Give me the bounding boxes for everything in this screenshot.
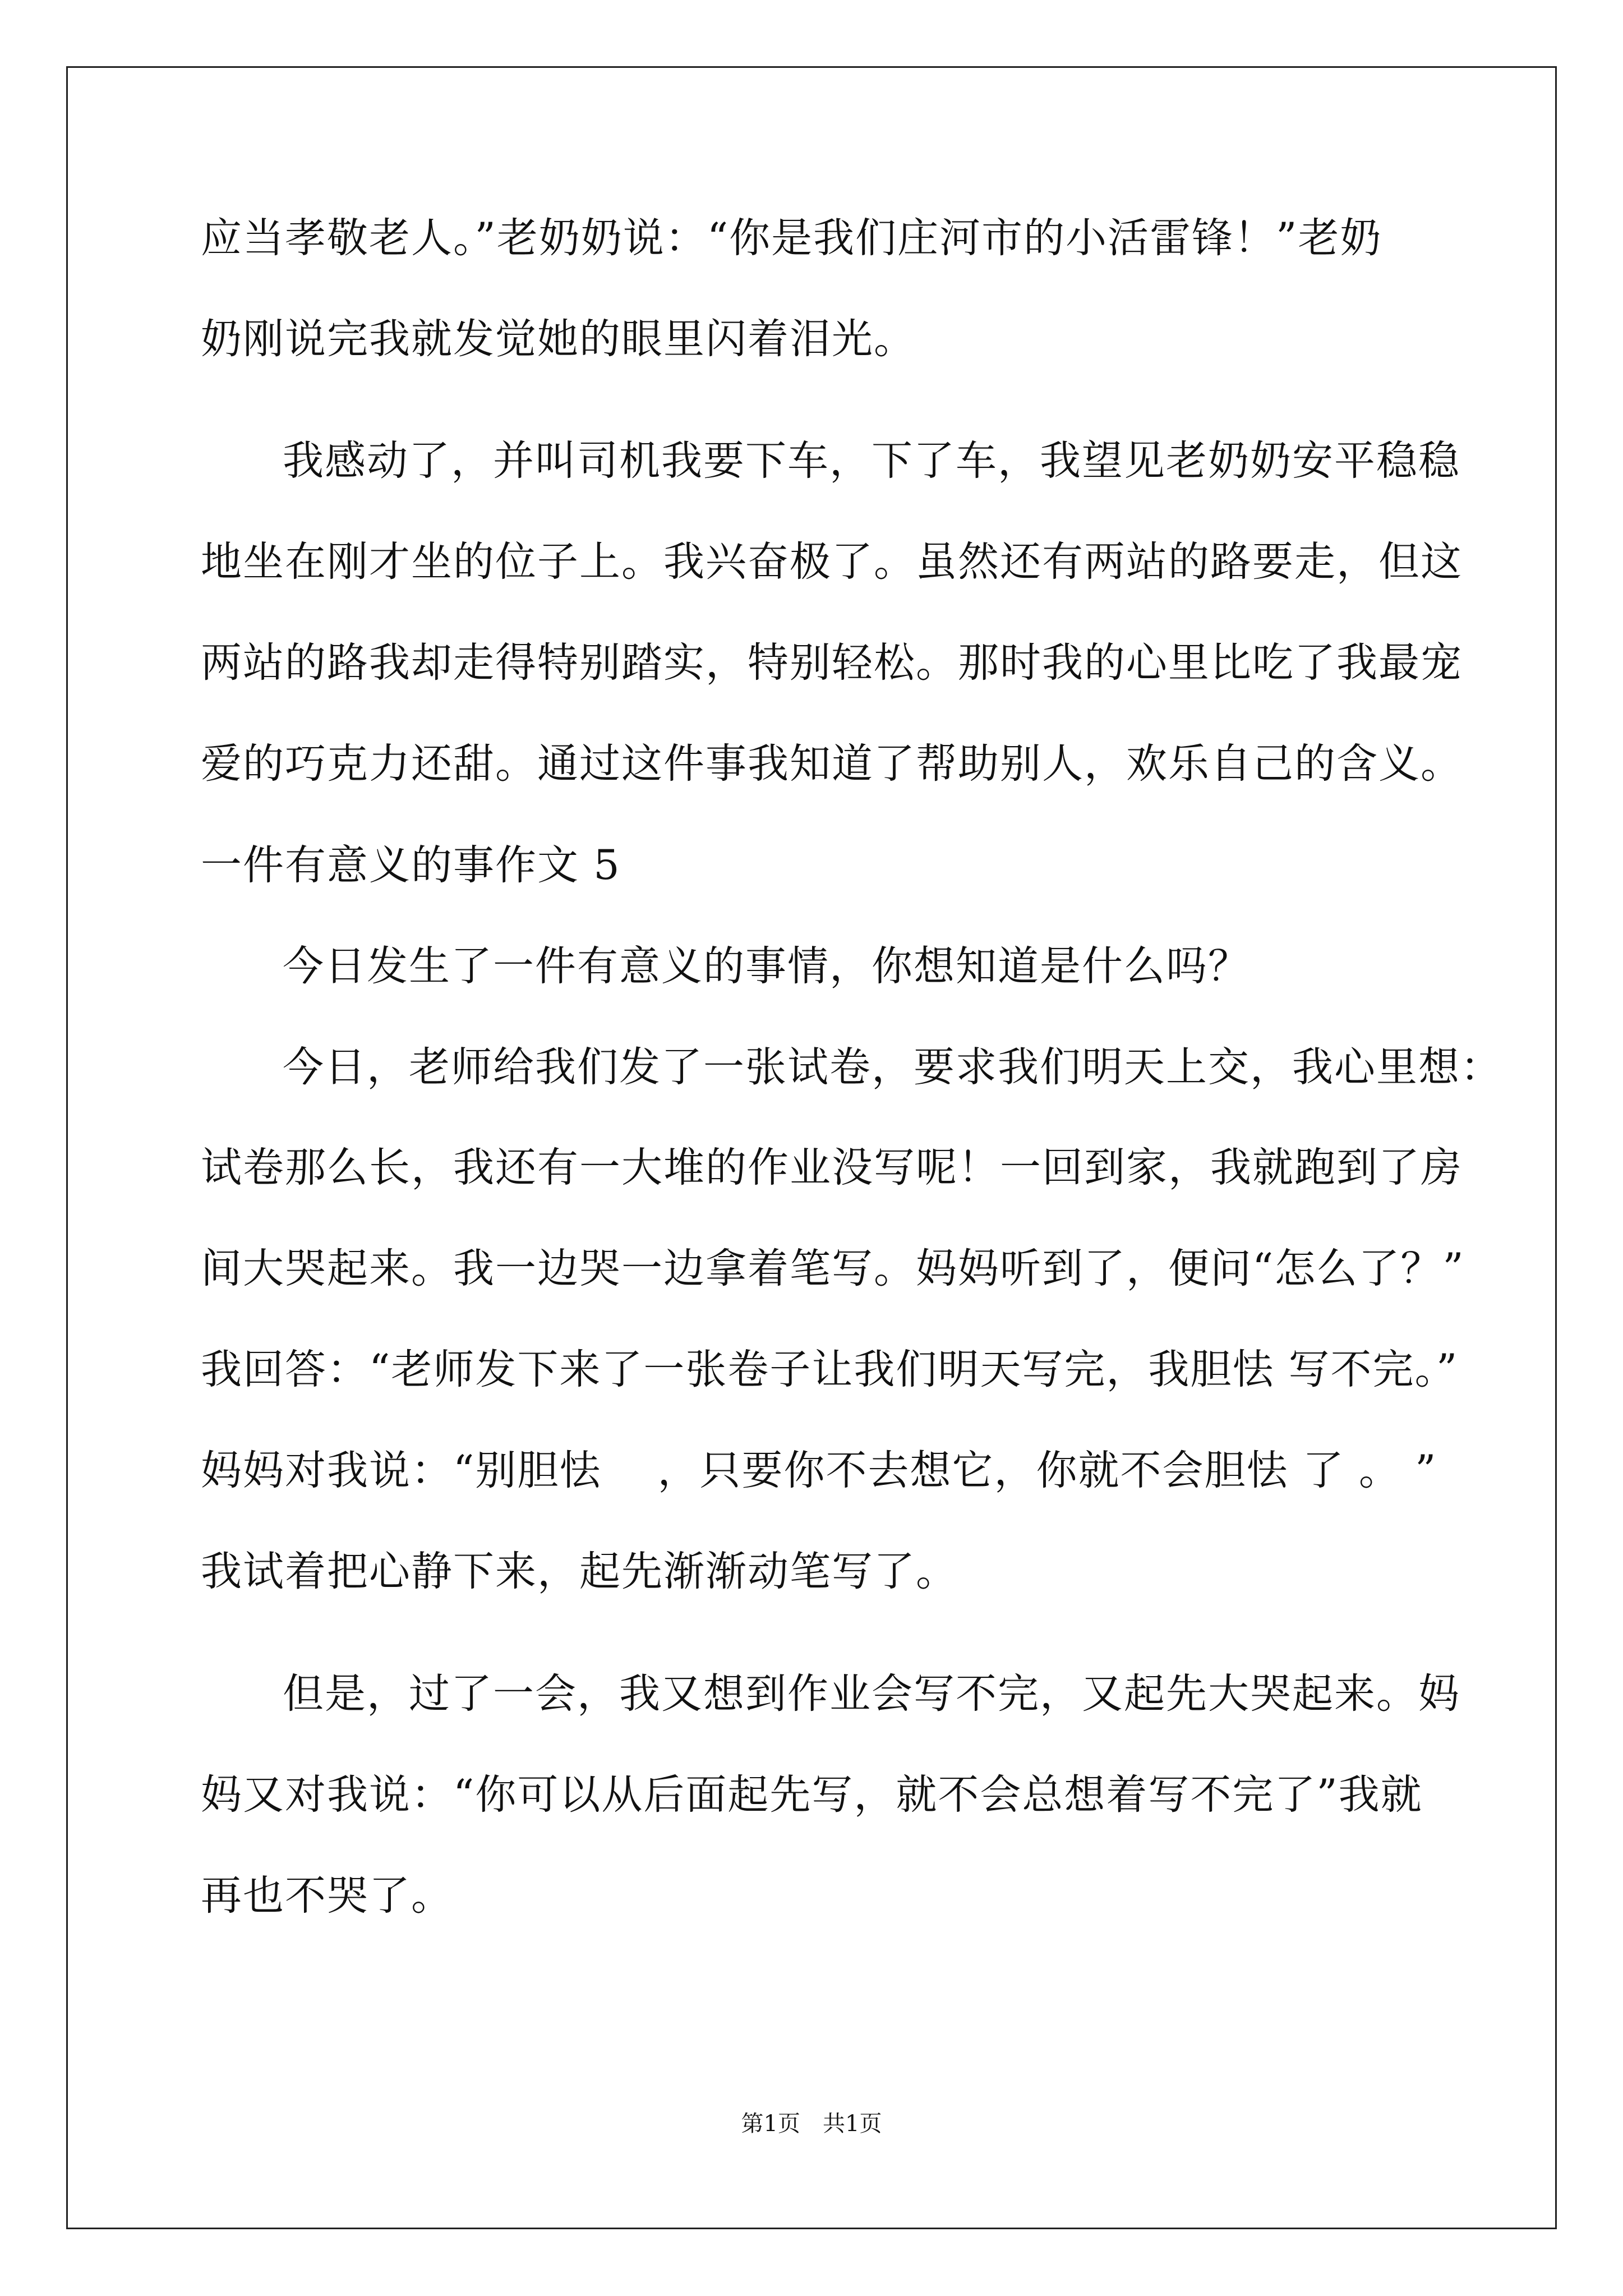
page-number-footer: 第1页 共1页 xyxy=(741,2111,882,2137)
paragraph-first-line: 但是，过了一会，我又想到作业会写不完，又起先大哭起来。妈 xyxy=(283,1670,1460,1718)
text-line: 爱的巧克力还甜。通过这件事我知道了帮助别人，欢乐自己的含义。 xyxy=(201,740,1463,788)
section-heading: 一件有意义的事作文 5 xyxy=(201,841,621,889)
text-line: 试卷那么长，我还有一大堆的作业没写呢！一回到家，我就跑到了房 xyxy=(201,1144,1463,1191)
text-line: 我回答：“老师发下来了一张卷子让我们明天写完，我胆怯 写不完。” xyxy=(201,1346,1459,1393)
text-line: 再也不哭了。 xyxy=(201,1872,453,1920)
text-line: 妈又对我说：“你可以从后面起先写，就不会总想着写不完了”我就 xyxy=(201,1771,1423,1819)
text-line: 妈妈对我说：“别胆怯 ，只要你不去想它，你就不会胆怯 了 。 ” xyxy=(201,1447,1437,1494)
paragraph-first-line: 今日发生了一件有意义的事情，你想知道是什么吗？ xyxy=(283,942,1250,990)
paragraph-first-line: 今日，老师给我们发了一张试卷，要求我们明天上交，我心里想： xyxy=(283,1043,1502,1091)
text-line: 应当孝敬老人。”老奶奶说：“你是我们庄河市的小活雷锋！”老奶 xyxy=(201,214,1382,262)
text-line: 间大哭起来。我一边哭一边拿着笔写。妈妈听到了，便问“怎么了？” xyxy=(201,1245,1465,1292)
text-line: 奶刚说完我就发觉她的眼里闪着泪光。 xyxy=(201,315,916,363)
paragraph-first-line: 我感动了，并叫司机我要下车，下了车，我望见老奶奶安平稳稳 xyxy=(283,437,1460,485)
text-line: 我试着把心静下来，起先渐渐动笔写了。 xyxy=(201,1548,958,1595)
text-line: 地坐在刚才坐的位子上。我兴奋极了。虽然还有两站的路要走，但这 xyxy=(201,538,1463,586)
text-line: 两站的路我却走得特别踏实，特别轻松。那时我的心里比吃了我最宠 xyxy=(201,639,1463,687)
